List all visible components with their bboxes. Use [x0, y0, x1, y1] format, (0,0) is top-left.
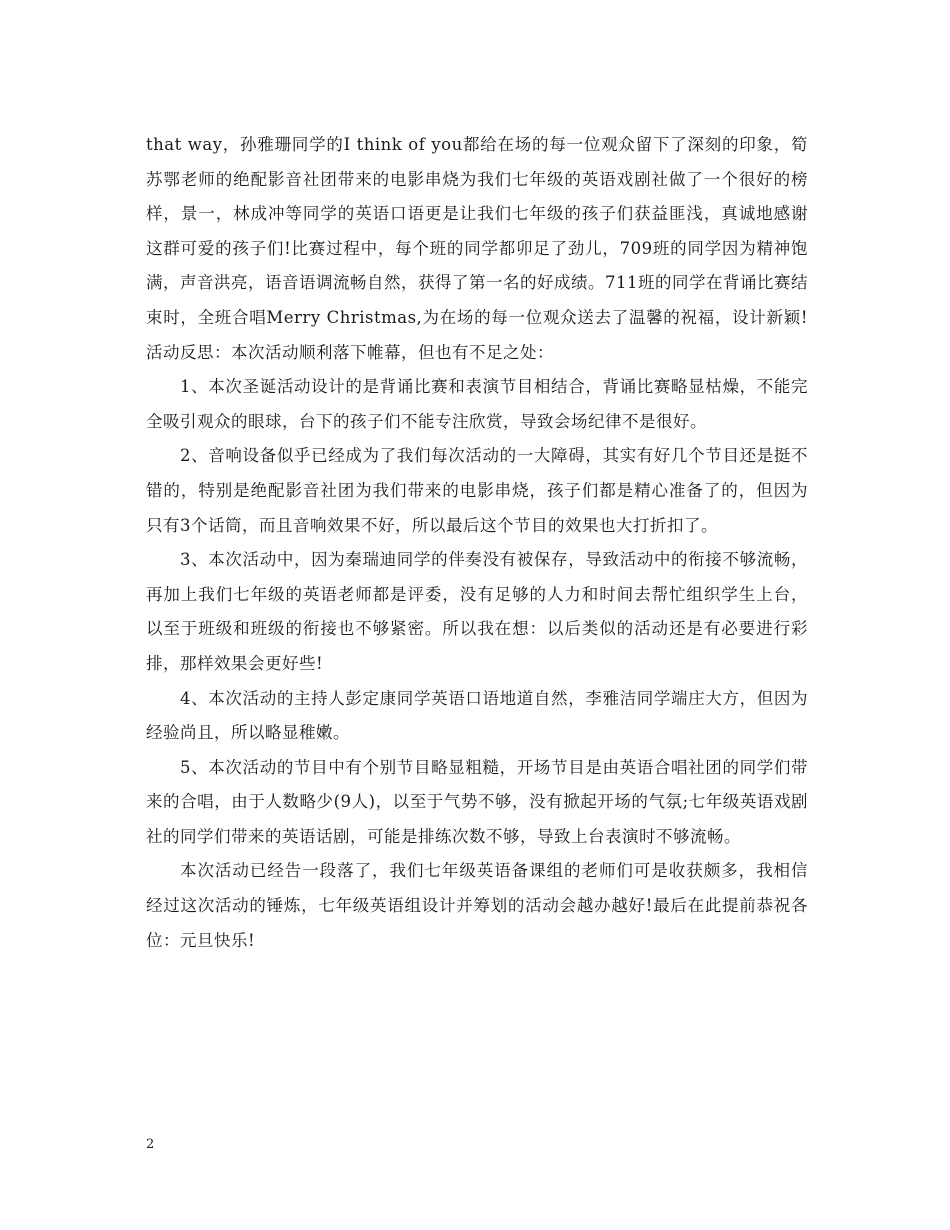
paragraph-point-3: 3、本次活动中，因为秦瑞迪同学的伴奏没有被保存，导致活动中的衔接不够流畅，再加上我们七年级的英语老师都是评委，没有足够的人力和时间去帮忙组织学生上台，以至于班级和班级的衔接也不够紧密。所以我在想：以后类似的活动还是有必要进行彩排，那样效果会更好些! [146, 550, 808, 673]
paragraph-point-4: 4、本次活动的主持人彭定康同学英语口语地道自然，李雅洁同学端庄大方，但因为经验尚且，所以略显稚嫩。 [146, 688, 808, 743]
document-body [146, 128, 808, 958]
paragraph-point-1: 1、本次圣诞活动设计的是背诵比赛和表演节目相结合，背诵比赛略显枯燥，不能完全吸引观众的眼球，台下的孩子们不能专注欣赏，导致会场纪律不是很好。 [146, 377, 808, 431]
paragraph-conclusion: 本次活动已经告一段落了，我们七年级英语备课组的老师们可是收获颇多，我相信经过这次活动的锤炼，七年级英语组设计并筹划的活动会越办越好!最后在此提前恭祝各位：元旦快乐! [146, 861, 808, 950]
paragraph-intro: that way，孙雅珊同学的I think of you都给在场的每一位观众留下了深刻的印象，筍苏鄂老师的绝配影音社团带来的电影串烧为我们七年级的英语戏剧社做了一个很好的榜样，景一，林成冲等同学的英语口语更是让我们七年级的孩子们获益匪浅，真诚地感谢这群可爱的孩子们!比赛过程中，每个班的同学都卯足了劲儿，709班的同学因为精神饱满，声音洪亮，语音语调流畅自然，获得了第一名的好成绩。711班的同学在背诵比赛结束时，全班合唱Merry Christmas,为在场的每一位观众送去了温馨的祝福，设计新颖!活动反思：本次活动顺利落下帷幕，但也有不足之处： [146, 135, 808, 362]
paragraph-point-2: 2、音响设备似乎已经成为了我们每次活动的一大障碍，其实有好几个节目还是挺不错的，特别是绝配影音社团为我们带来的电影串烧，孩子们都是精心准备了的，但因为只有3个话筒，而且音响效果不好，所以最后这个节目的效果也大打折扣了。 [146, 446, 808, 535]
paragraph-point-5: 5、本次活动的节目中有个别节目略显粗糙，开场节目是由英语合唱社团的同学们带来的合唱，由于人数略少(9人)，以至于气势不够，没有掀起开场的气氛;七年级英语戏剧社的同学们带来的英语话剧，可能是排练次数不够，导致上台表演时不够流畅。 [146, 757, 808, 846]
page-number: 2 [146, 1137, 155, 1152]
